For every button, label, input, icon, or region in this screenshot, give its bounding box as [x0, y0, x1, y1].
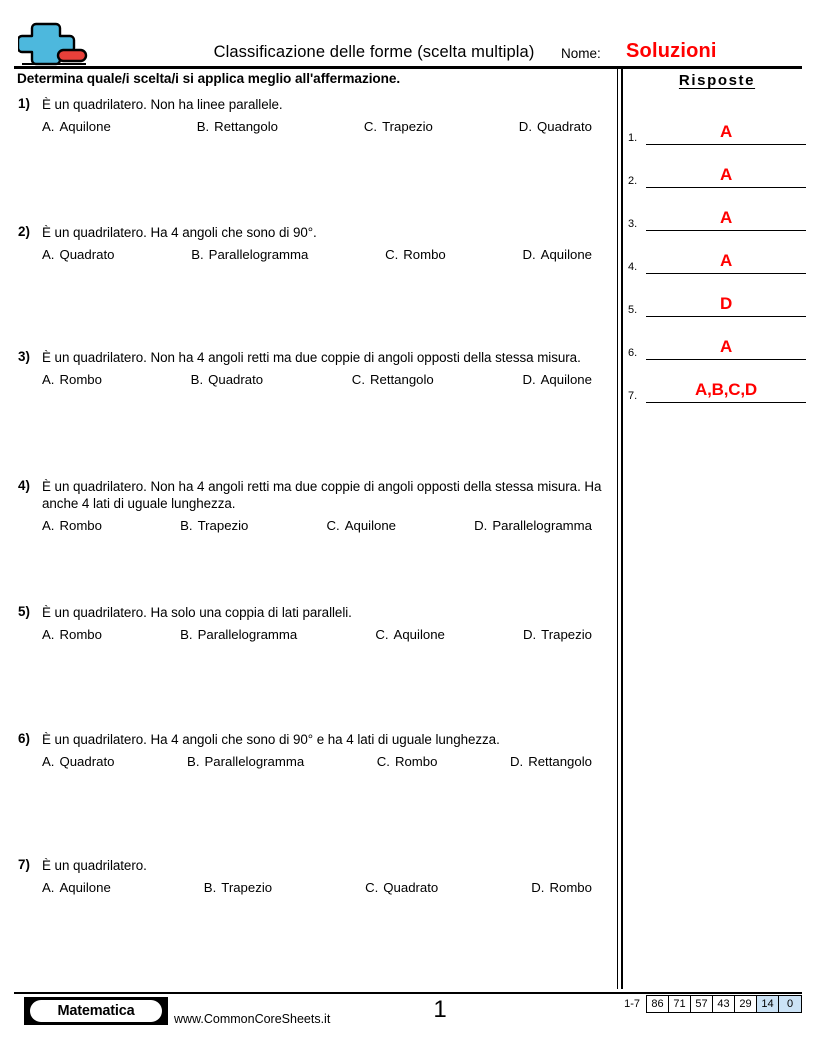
option-label: Parallelogramma: [492, 518, 592, 533]
option-c[interactable]: [352, 372, 434, 387]
website-url: www.CommonCoreSheets.it: [174, 1012, 331, 1026]
question-options: [42, 247, 610, 262]
answer-column-title: Risposte: [678, 72, 756, 89]
option-label: Rombo: [59, 372, 102, 387]
option-c[interactable]: [365, 880, 438, 895]
answer-value: A,B,C,D: [695, 380, 757, 399]
score-scale: [624, 995, 802, 1013]
option-a[interactable]: [42, 518, 102, 533]
score-cell: 0: [779, 996, 801, 1012]
question-text: È un quadrilatero. Ha 4 angoli che sono di 90° e ha 4 lati di uguale lunghezza.: [42, 732, 500, 747]
worksheet-header: [14, 18, 802, 66]
question-text: È un quadrilatero.: [42, 858, 147, 873]
question-options: [42, 627, 610, 642]
answer-value: A: [719, 208, 733, 227]
option-letter: B.: [196, 119, 210, 134]
question-options: [42, 754, 610, 769]
answer-index: 7.: [628, 390, 638, 402]
answer-index: 2.: [628, 175, 638, 187]
option-a[interactable]: [42, 754, 114, 769]
answer-row: [628, 145, 806, 188]
question-number: 5): [18, 604, 30, 619]
option-c[interactable]: [377, 754, 438, 769]
answer-value: A: [719, 337, 733, 356]
question-number: 1): [18, 96, 30, 111]
option-label: Rombo: [59, 518, 102, 533]
page-number: 1: [433, 996, 447, 1023]
question-item: [18, 604, 610, 731]
brand-label: Matematica: [57, 1003, 135, 1019]
answer-index: 4.: [628, 261, 638, 273]
answer-row: [628, 317, 806, 360]
option-label: Quadrato: [59, 247, 115, 262]
option-c[interactable]: [375, 627, 445, 642]
option-label: Aquilone: [59, 119, 111, 134]
score-cell: 71: [669, 996, 691, 1012]
answer-row: [628, 188, 806, 231]
question-options: [42, 880, 610, 895]
option-a[interactable]: [42, 119, 111, 134]
option-label: Rombo: [549, 880, 592, 895]
question-options: [42, 119, 610, 134]
question-item: [18, 857, 610, 977]
option-letter: A.: [42, 754, 55, 769]
option-b[interactable]: [204, 880, 272, 895]
option-label: Quadrato: [536, 119, 592, 134]
option-letter: B.: [203, 880, 217, 895]
option-letter: A.: [42, 518, 55, 533]
brand-badge: [24, 997, 168, 1025]
answer-rows: [628, 102, 806, 403]
worksheet-title-row: [124, 18, 624, 64]
option-letter: A.: [42, 880, 55, 895]
option-label: Rombo: [394, 754, 438, 769]
option-label: Aquilone: [59, 880, 111, 895]
plus-minus-logo-icon: [18, 20, 90, 66]
option-label: Quadrato: [383, 880, 439, 895]
option-d[interactable]: [523, 627, 592, 642]
option-letter: A.: [42, 372, 55, 387]
option-label: Rettangolo: [369, 372, 434, 387]
score-cells: [646, 995, 802, 1013]
option-letter: D.: [522, 372, 536, 387]
answer-value: A: [719, 122, 733, 141]
brand-pill: [30, 1000, 162, 1022]
option-letter: B.: [190, 372, 204, 387]
option-letter: A.: [42, 119, 55, 134]
answer-index: 5.: [628, 304, 638, 316]
option-b[interactable]: [197, 119, 278, 134]
option-d[interactable]: [522, 372, 592, 387]
answer-value: D: [719, 294, 733, 313]
question-item: [18, 349, 610, 478]
footer-divider: [14, 992, 802, 994]
option-label: Aquilone: [393, 627, 445, 642]
option-d[interactable]: [522, 247, 592, 262]
score-cell: 86: [647, 996, 669, 1012]
question-item: [18, 224, 610, 349]
question-item: [18, 731, 610, 857]
answer-key-column: [628, 69, 806, 403]
option-label: Trapezio: [197, 518, 249, 533]
option-letter: C.: [385, 247, 399, 262]
question-text: È un quadrilatero. Non ha 4 angoli retti ma due coppie di angoli opposti della stessa misura.: [42, 350, 581, 365]
option-label: Quadrato: [59, 754, 115, 769]
answer-row: [628, 102, 806, 145]
question-text: È un quadrilatero. Ha solo una coppia di lati paralleli.: [42, 605, 352, 620]
option-c[interactable]: [385, 247, 446, 262]
option-label: Rettangolo: [528, 754, 592, 769]
option-label: Trapezio: [221, 880, 273, 895]
option-c[interactable]: [327, 518, 397, 533]
answer-blank-line[interactable]: [646, 402, 806, 403]
option-label: Quadrato: [208, 372, 264, 387]
option-letter: B.: [191, 247, 204, 262]
option-letter: D.: [510, 754, 524, 769]
option-b[interactable]: [180, 518, 248, 533]
option-label: Rombo: [403, 247, 446, 262]
option-letter: D.: [474, 518, 488, 533]
question-text: È un quadrilatero. Ha 4 angoli che sono di 90°.: [42, 225, 317, 240]
score-cell: 29: [735, 996, 757, 1012]
question-options: [42, 372, 610, 387]
option-label: Aquilone: [540, 247, 592, 262]
answer-index: 3.: [628, 218, 638, 230]
option-a[interactable]: [42, 247, 114, 262]
option-letter: C.: [351, 372, 365, 387]
option-letter: C.: [365, 880, 379, 895]
option-letter: C.: [363, 119, 378, 134]
page-title: Classificazione delle forme (scelta multipla): [213, 43, 535, 61]
option-label: Aquilone: [344, 518, 397, 533]
question-item: [18, 96, 610, 224]
option-letter: D.: [531, 880, 545, 895]
option-label: Parallelogramma: [208, 247, 309, 262]
option-d[interactable]: [474, 518, 592, 533]
option-label: Parallelogramma: [197, 627, 298, 642]
option-d[interactable]: [519, 119, 592, 134]
option-letter: C.: [375, 627, 389, 642]
instruction-text: Determina quale/i scelta/i si applica meglio all'affermazione.: [17, 71, 401, 86]
option-letter: B.: [187, 754, 200, 769]
answer-value: A: [719, 251, 733, 270]
question-number: 2): [18, 224, 30, 239]
option-a[interactable]: [42, 372, 102, 387]
question-item: [18, 478, 610, 604]
option-b[interactable]: [187, 754, 304, 769]
option-label: Rombo: [59, 627, 102, 642]
question-text: È un quadrilatero. Non ha linee parallele.: [42, 97, 283, 112]
option-label: Parallelogramma: [204, 754, 305, 769]
option-a[interactable]: [42, 627, 102, 642]
score-cell: 43: [713, 996, 735, 1012]
score-cell: 14: [757, 996, 779, 1012]
column-divider: [617, 69, 624, 989]
answer-index: 6.: [628, 347, 638, 359]
score-range-label: 1-7: [624, 997, 640, 1010]
option-d[interactable]: [510, 754, 592, 769]
questions-list: [18, 96, 610, 977]
option-letter: B.: [180, 518, 193, 533]
option-letter: A.: [42, 627, 55, 642]
option-letter: A.: [42, 247, 55, 262]
question-number: 6): [18, 731, 30, 746]
question-number: 3): [18, 349, 30, 364]
option-b[interactable]: [191, 372, 263, 387]
option-letter: D.: [518, 119, 532, 134]
option-label: Trapezio: [541, 627, 592, 642]
option-letter: D.: [522, 627, 537, 642]
option-letter: D.: [522, 247, 536, 262]
score-cell: 57: [691, 996, 713, 1012]
name-value: Soluzioni: [626, 40, 717, 62]
option-a[interactable]: [42, 880, 111, 895]
name-label: Nome:: [561, 46, 601, 61]
answer-row: [628, 274, 806, 317]
answer-row: [628, 360, 806, 403]
option-b[interactable]: [191, 247, 308, 262]
answer-value: A: [719, 165, 733, 184]
option-c[interactable]: [364, 119, 433, 134]
option-b[interactable]: [180, 627, 297, 642]
option-letter: C.: [326, 518, 340, 533]
option-label: Rettangolo: [214, 119, 278, 134]
option-d[interactable]: [531, 880, 592, 895]
option-letter: B.: [180, 627, 193, 642]
question-number: 4): [18, 478, 30, 493]
answer-index: 1.: [628, 132, 638, 144]
question-number: 7): [18, 857, 30, 872]
question-options: [42, 518, 610, 533]
option-label: Trapezio: [382, 119, 433, 134]
answer-row: [628, 231, 806, 274]
option-letter: C.: [376, 754, 390, 769]
question-text: È un quadrilatero. Non ha 4 angoli retti ma due coppie di angoli opposti della stessa misura. Ha anche 4 lati di uguale lunghezza.: [42, 479, 602, 511]
option-label: Aquilone: [540, 372, 592, 387]
